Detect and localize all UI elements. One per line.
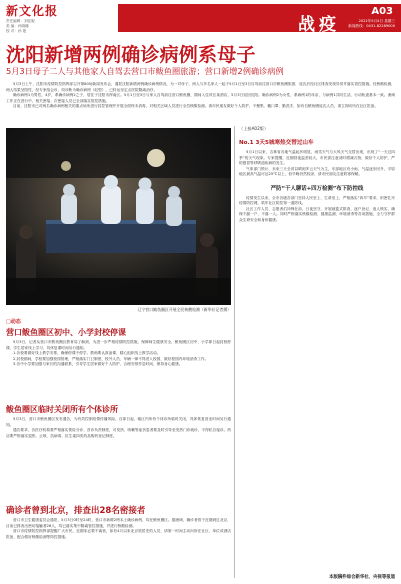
photo-caption: 辽宁营口鲅鱼圈区开展全民核酸检测（新华社记者摄） bbox=[137, 307, 231, 312]
section1-title: 营口鲅鱼圈区初中、小学封校停课 bbox=[6, 328, 126, 337]
editor-line: 责任编辑：刘佳妮 bbox=[6, 19, 35, 23]
right-paragraph: 气象部门预计，未来三天全省以晴到多云天气为主，东部地区有小雨，气温逐步回升，平原地区最高气温可达25℃以上，但早晚仍然较凉，请市民朋友注意防寒保暖。 bbox=[239, 166, 395, 176]
section2-paragraph: 通告要求，各医疗机构要严格落实预检分诊、首诊负责制度，对发热、咳嗽等症状患者要及时引导至发热门诊就诊，不得私自接诊。药店要严格落实退热、止咳、抗病毒、抗生素四类药品购药登记制度。 bbox=[6, 428, 231, 438]
right-text-2 bbox=[239, 196, 395, 224]
checker-line: 校 对：孙 艳 bbox=[6, 29, 27, 33]
section-band bbox=[118, 4, 401, 35]
right-paragraph: 社区工作人员、志愿者们冲锋在前，日夜坚守，开展地毯式排查，逐户登记、逐人核实，确保不漏一户、不落一人。同时严格落实核酸检测、健康监测、环境消杀等各项措施，全力守护群众生命安全和身体健康。 bbox=[239, 206, 395, 222]
right-paragraph: 疫情发生以来，全市各级各部门坚持人民至上、生命至上，严格落实“四早”要求，织密扎牢疫情防控网，筑牢社区防控第一道防线。 bbox=[239, 195, 395, 205]
section3-text bbox=[6, 518, 231, 578]
right-text-1 bbox=[239, 150, 395, 178]
date-line: 2022年5月4日 星期三 bbox=[358, 19, 395, 23]
newspaper-logo: 新文化报 bbox=[6, 4, 59, 18]
lead-paragraph: 确诊病例1为男性，4岁，系确诊病例2之子，居住于沈阳市浑南区。5月1日至3日与家人自驾前往营口鲅鱼圈，期间入住该区某酒店，5月3日返回沈阳。确诊病例2为女性，系病例1的母亲，与病例1共同生活，行动轨迹基本一致。流调工作正在进行中，相关密接、次密接人员已全部落实管控措施。 bbox=[6, 93, 395, 103]
section3-paragraph: 营口市疫情防控指挥部提醒广大市民，近期非必要不离营，如有4月以来北京旅居史的人员，请第一时间主动向所在社区、单位或酒店报备，配合做好核酸检测等防控措施。 bbox=[6, 529, 231, 539]
section3-title: 确诊者曾到北京，排查出28名密接者 bbox=[6, 506, 146, 516]
lead-paragraph: 5月3日上午，沈阳市疫情防控指挥部召开第80场新闻发布会，通报沈阳新增两例确诊病例情况，为一对母子，两人与多名家人一起于5月1日至3日自驾前往营口市鲅鱼圈旅游，返沈后经社区排查发现异常并落实管控措施。经核酸检测，两人结果呈阳性，经专家组会诊，均诊断为确诊病例（轻型），已转运至定点医院隔离治疗。 bbox=[6, 82, 395, 92]
hotline-line: 新闻热线：0431-82289000 bbox=[348, 24, 395, 28]
section1-paragraph: 1.各校要做好线上教学安排，确保停课不停学，教师要认真备课、精心组织线上教学活动。 bbox=[13, 351, 161, 355]
section-title: 战疫 bbox=[298, 15, 340, 35]
masthead bbox=[0, 0, 401, 36]
section-marker: □动态 bbox=[6, 319, 21, 325]
right-title-2: 严防“干人聊话+四万检测”布下防控线 bbox=[270, 185, 364, 192]
lead-text bbox=[6, 82, 395, 124]
page-subhead: 5月3日母子二人与其他家人自驾去营口市鲅鱼圈旅游；营口新增2例确诊病例 bbox=[6, 66, 284, 76]
right-paragraph: 5月1日以来，吉林省各地气温起伏明显，雨雪天气与大风天气交替出现，出现了“一天过四季”的天气现象。专家提醒，近期昼夜温差较大，市民需注意适时增减衣物，做好个人防护，严防感冒等呼吸道疾病的发生。 bbox=[239, 150, 395, 165]
testing-scene-image bbox=[6, 128, 231, 305]
section3-paragraph: 营口市卫生健康委员会通报，5月3日0时至24时，营口市新增2例本土确诊病例，均在鲅鱼圈区。据流调，确诊者曾于近期到过北京，目前已排查出密切接触者28人，均已落实集中隔离管控措施，并进行核酸检测。 bbox=[6, 518, 231, 528]
footer-credit: 本版稿件综合新华社、央视等报道 bbox=[329, 575, 395, 580]
section1-text bbox=[6, 340, 231, 400]
section2-text bbox=[6, 417, 231, 501]
designer-line: 美 编：孙晓娜 bbox=[6, 24, 29, 28]
section1-paragraph: 5月3日，记者从营口市鲅鱼圈区教育局了解到，为进一步严格疫情防控措施，保障师生健康安全，鲅鱼圈区初中、小学即日起封校停课，学生居家线上学习，具体复课时间另行通知。 bbox=[6, 340, 231, 350]
section1-paragraph: 3.各中小学要加强与家长的沟通联系，引导学生居家做好个人防护，合理安排作息时间，保持身心健康。 bbox=[13, 362, 183, 366]
continued-label: （上接A02版） bbox=[239, 126, 269, 131]
section2-title: 鲅鱼圈区临时关闭所有个体诊所 bbox=[6, 405, 118, 414]
section1-paragraph: 2.封校期间，学校要加强校园管理，严格落实门卫制度，校外人员、车辆一律不得进入校园，做好校园内环境消杀工作。 bbox=[13, 356, 209, 361]
column-divider bbox=[234, 126, 235, 578]
page-number: A03 bbox=[371, 6, 393, 17]
section2-paragraph: 5月3日，营口市鲅鱼圈区发布通告，为有效控制疫情传播风险，自即日起，辖区内所有个体诊所临时关闭，具体恢复营业时间另行通知。 bbox=[6, 417, 231, 427]
right-column bbox=[239, 126, 395, 578]
lead-paragraph: 目前，沈阳市已对两名确诊病例相关的重点场所进行封控管理并开展全面终末消毒，对相关区域人员进行全员核酸检测。请市民朋友做好个人防护，不聚集、戴口罩、勤洗手，如有自鲅鱼圈返沈人员，请立即向所在社区报备。 bbox=[13, 104, 379, 108]
right-title-1: No.1 3天5城寒热交替过山车 bbox=[239, 140, 314, 146]
news-photo bbox=[6, 128, 231, 305]
page-headline: 沈阳新增两例确诊病例系母子 bbox=[6, 44, 256, 66]
